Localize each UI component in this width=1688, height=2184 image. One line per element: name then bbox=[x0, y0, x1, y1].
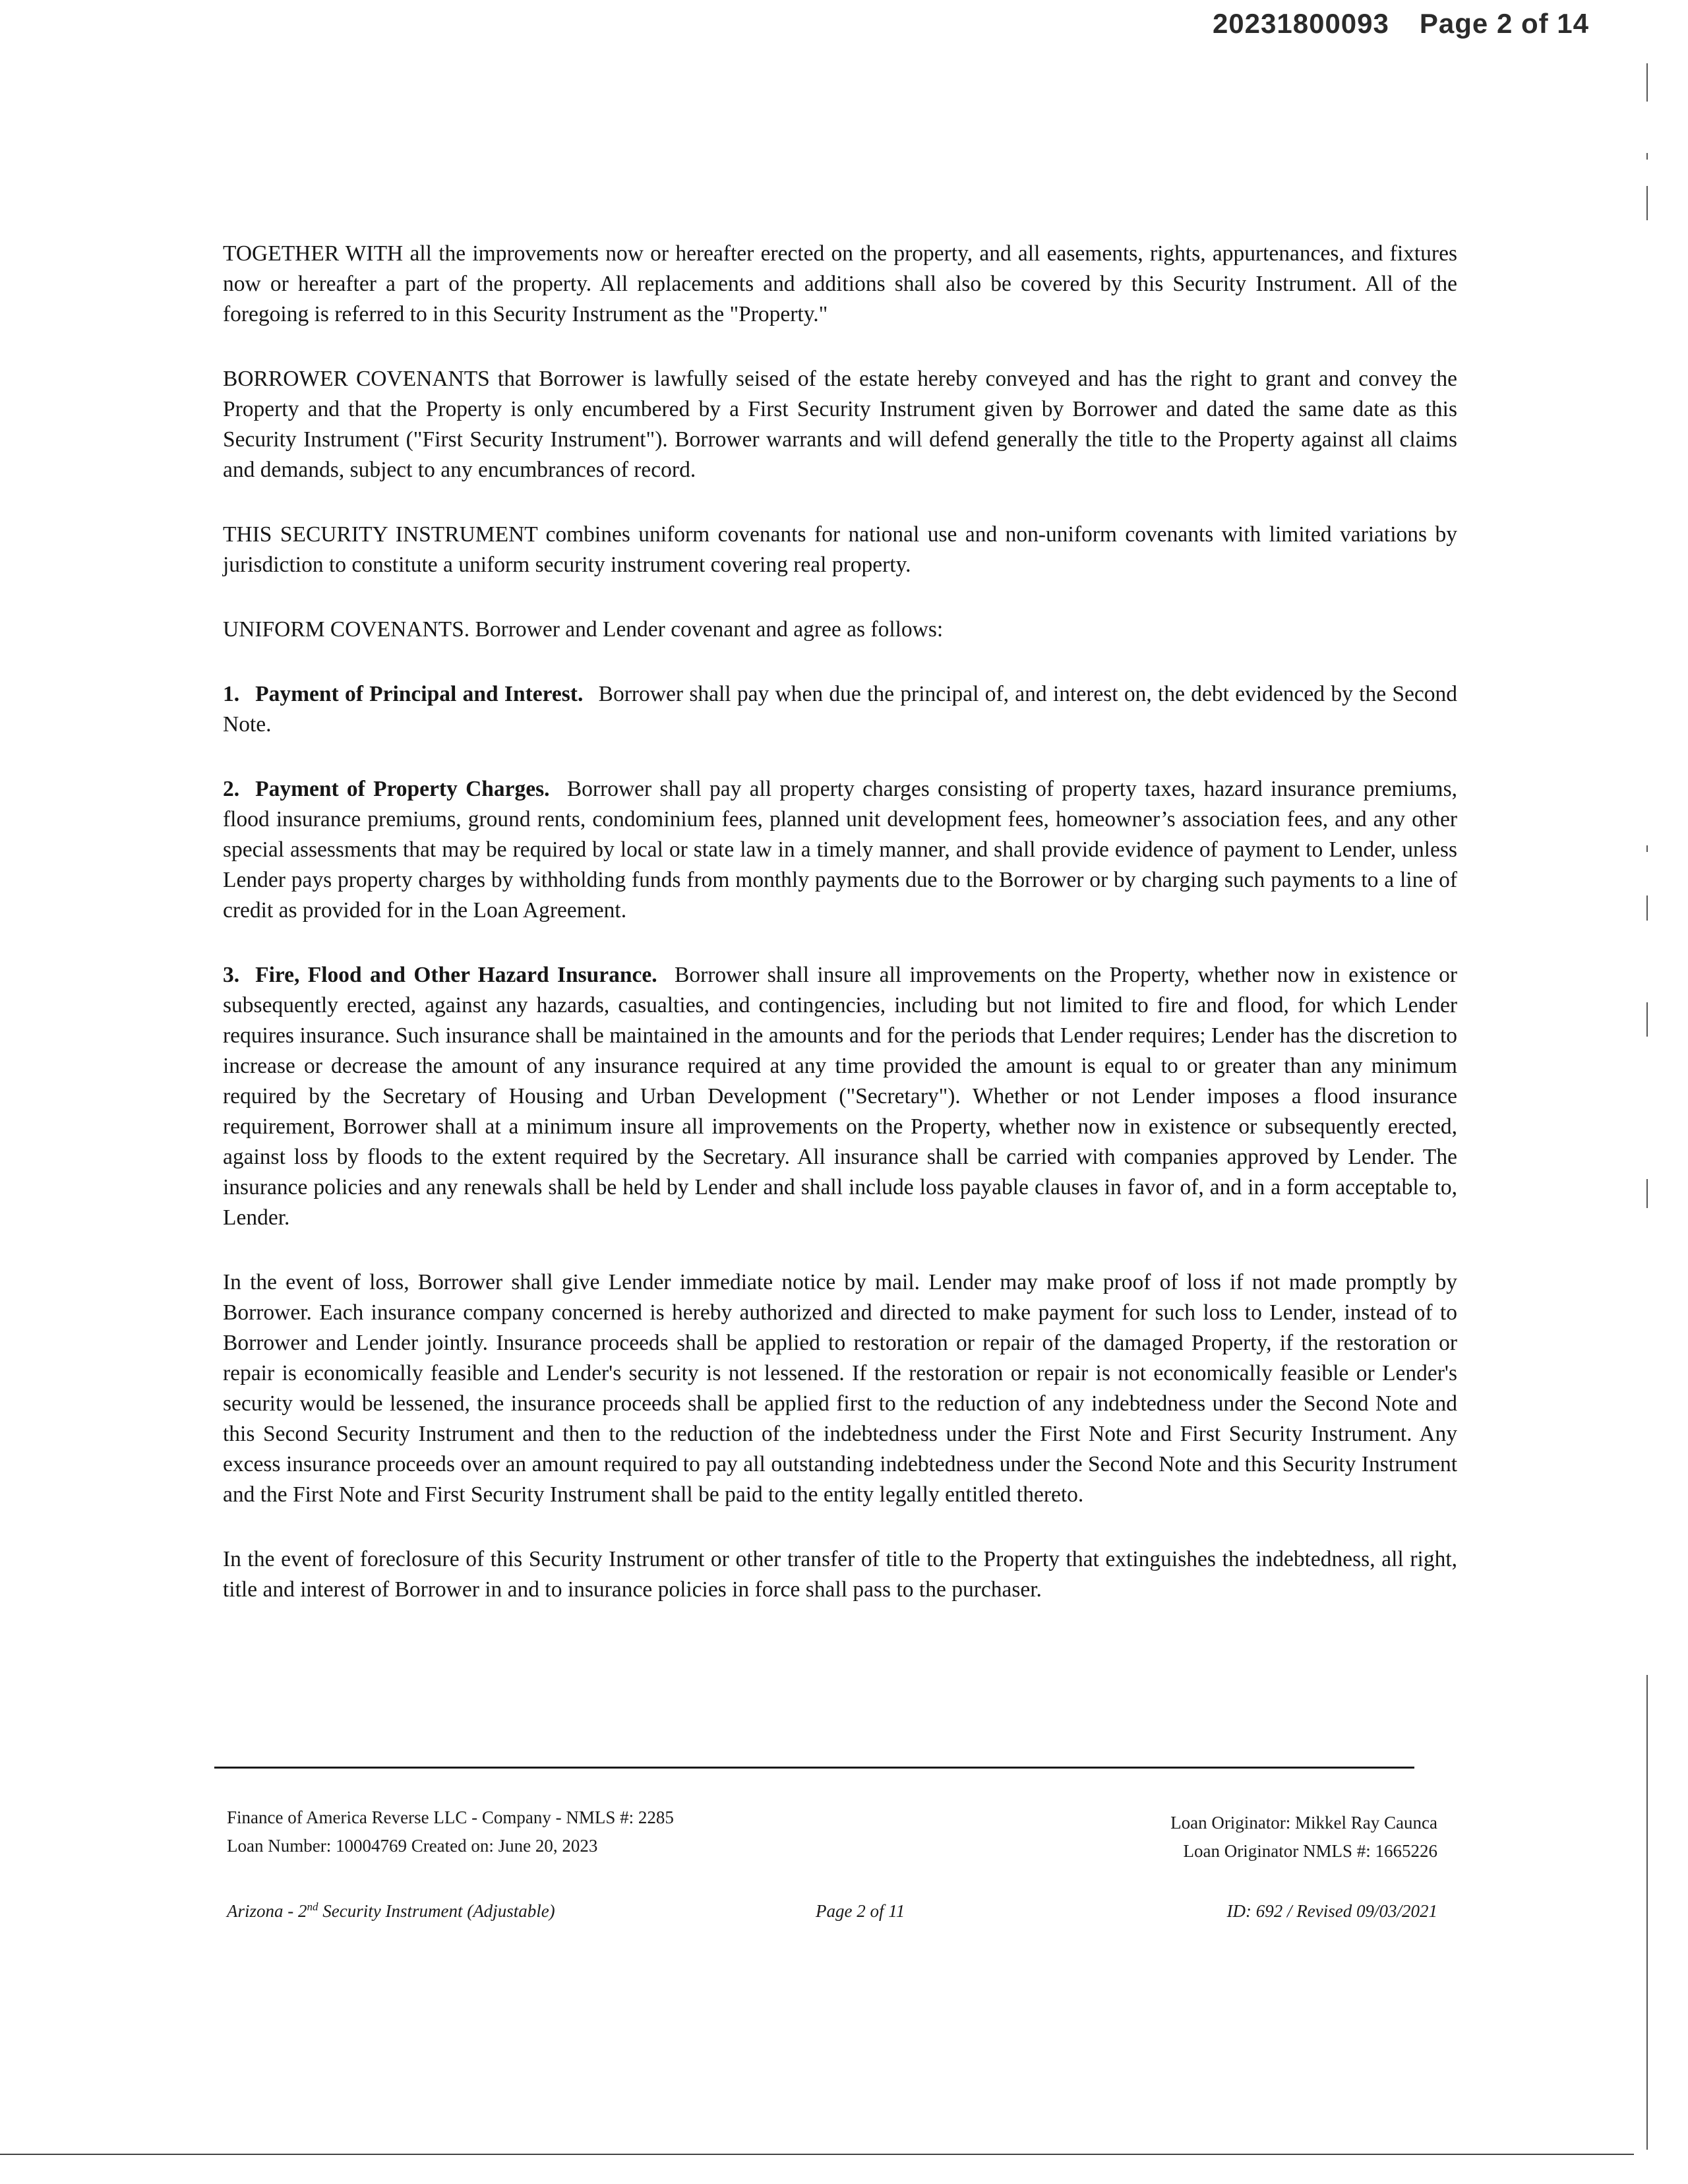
originator-info bbox=[1170, 1809, 1437, 1866]
section-number: 2. bbox=[223, 777, 240, 801]
section-number: 1. bbox=[223, 682, 240, 706]
form-name bbox=[227, 1897, 555, 1926]
section-text: Borrower shall pay all property charges consisting of property taxes, hazard insurance premiums, flood insurance premiums, ground rents, condominium fees, planned unit development fees, homeowner’s association fees, and any other special assessments that may be required by local or state law in a timely manner, and shall provide evidence of payment to Lender, unless Lender pays property charges by withholding funds from monthly payments due to the Borrower or by charging such payments to a line of credit as provided for in the Loan Agreement. bbox=[223, 777, 1458, 923]
lender-info bbox=[227, 1804, 674, 1860]
scan-mark bbox=[1646, 1179, 1648, 1208]
recording-header bbox=[1213, 8, 1589, 40]
section-1-paragraph bbox=[223, 679, 1457, 740]
recording-page-label: Page 2 of 14 bbox=[1419, 8, 1589, 39]
section-number: 3. bbox=[223, 963, 240, 987]
section-3-paragraph bbox=[223, 960, 1457, 1233]
scan-mark bbox=[1646, 1002, 1648, 1037]
loan-originator-line: Loan Originator: Mikkel Ray Caunca bbox=[1170, 1813, 1437, 1833]
loan-originator-nmls-line: Loan Originator NMLS #: 1665226 bbox=[1183, 1841, 1437, 1861]
together-with-paragraph: TOGETHER WITH all the improvements now or hereafter erected on the property, and all easements, rights, appurtenances, and fixtures now or hereafter a part of the property. All replacements and additions shall also be covered by this Security Instrument. All of the foregoing is referred to in this Security Instrument as the "Property." bbox=[223, 241, 1457, 326]
security-instrument-paragraph: THIS SECURITY INSTRUMENT combines uniform covenants for national use and non-uniform covenants with limited variations by jurisdiction to constitute a uniform security instrument covering real property. bbox=[223, 522, 1457, 577]
section-text: Borrower shall insure all improvements on the Property, whether now in existence or subsequently erected, against any hazards, casualties, and contingencies, including but not limited to fire and flood, for which Lender requires insurance. Such insurance shall be maintained in the amounts and for the periods that Lender requires; Lender has the discretion to increase or decrease the amount of any insurance required at any time provided the amount is equal to or greater than any minimum required by the Secretary of Housing and Urban Development ("Secretary"). Whether or not Lender imposes a flood insurance requirement, Borrower shall at a minimum insure all improvements on the Property, whether now in existence or subsequently erected, against loss by floods to the extent required by the Secretary. All insurance shall be carried with companies approved by Lender. The insurance policies and any renewals shall be held by Lender and shall include loss payable clauses in favor of, and in a form acceptable to, Lender. bbox=[223, 963, 1458, 1230]
form-name-superscript: nd bbox=[307, 1900, 318, 1913]
form-name-suffix: Security Instrument (Adjustable) bbox=[318, 1901, 555, 1921]
document-body bbox=[223, 239, 1457, 1639]
form-name-prefix: Arizona - 2 bbox=[227, 1901, 307, 1921]
scan-mark bbox=[1646, 845, 1648, 852]
scan-mark bbox=[1646, 186, 1648, 220]
section-text: Borrower shall pay when due the principal of, and interest on, the debt evidenced by the Second Note. bbox=[223, 682, 1458, 737]
scan-mark bbox=[1646, 153, 1648, 160]
company-line: Finance of America Reverse LLC - Company - NMLS #: 2285 bbox=[227, 1807, 674, 1827]
scan-mark bbox=[1646, 1675, 1648, 2150]
scan-bottom-edge bbox=[0, 2154, 1634, 2155]
uniform-covenants-paragraph: UNIFORM COVENANTS. Borrower and Lender covenant and agree as follows: bbox=[223, 617, 944, 642]
loan-number-line: Loan Number: 10004769 Created on: June 20, 2023 bbox=[227, 1836, 598, 1856]
form-id: ID: 692 / Revised 09/03/2021 bbox=[1226, 1901, 1437, 1921]
section-heading: Payment of Principal and Interest. bbox=[255, 682, 584, 706]
section-heading: Fire, Flood and Other Hazard Insurance. bbox=[255, 963, 657, 987]
scan-mark bbox=[1646, 63, 1648, 102]
foreclosure-paragraph: In the event of foreclosure of this Security Instrument or other transfer of title to the Property that extinguishes the indebtedness, all right, title and interest of Borrower in and to insurance policies in force shall pass to the purchaser. bbox=[223, 1547, 1457, 1602]
footer-divider bbox=[214, 1767, 1414, 1769]
loss-paragraph: In the event of loss, Borrower shall give Lender immediate notice by mail. Lender may make proof of loss if not made promptly by Borrower. Each insurance company concerned is hereby authorized and directed to make payment for such loss to Lender, instead of to Borrower and Lender jointly. Insurance proceeds shall be applied to restoration or repair of the damaged Property, if the restoration or repair is economically feasible and Lender's security is not lessened. If the restoration or repair is not economically feasible or Lender's security would be lessened, the insurance proceeds shall be applied first to the reduction of any indebtedness under the Second Note and this Second Security Instrument and then to the reduction of the indebtedness under the First Note and First Security Instrument. Any excess insurance proceeds over an amount required to pay all outstanding indebtedness under the Second Note and this Security Instrument and the First Note and First Security Instrument shall be paid to the entity legally entitled thereto. bbox=[223, 1270, 1457, 1507]
form-page-number: Page 2 of 11 bbox=[816, 1901, 905, 1921]
section-2-paragraph bbox=[223, 774, 1457, 926]
document-number: 20231800093 bbox=[1212, 8, 1389, 39]
borrower-covenants-paragraph: BORROWER COVENANTS that Borrower is lawfully seised of the estate hereby conveyed and has the right to grant and convey the Property and that the Property is only encumbered by a First Security Instrument given by Borrower and dated the same date as this Security Instrument ("First Security Instrument"). Borrower warrants and will defend generally the title to the Property against all claims and demands, subject to any encumbrances of record. bbox=[223, 367, 1457, 482]
scan-mark bbox=[1646, 895, 1648, 921]
section-heading: Payment of Property Charges. bbox=[255, 777, 550, 801]
